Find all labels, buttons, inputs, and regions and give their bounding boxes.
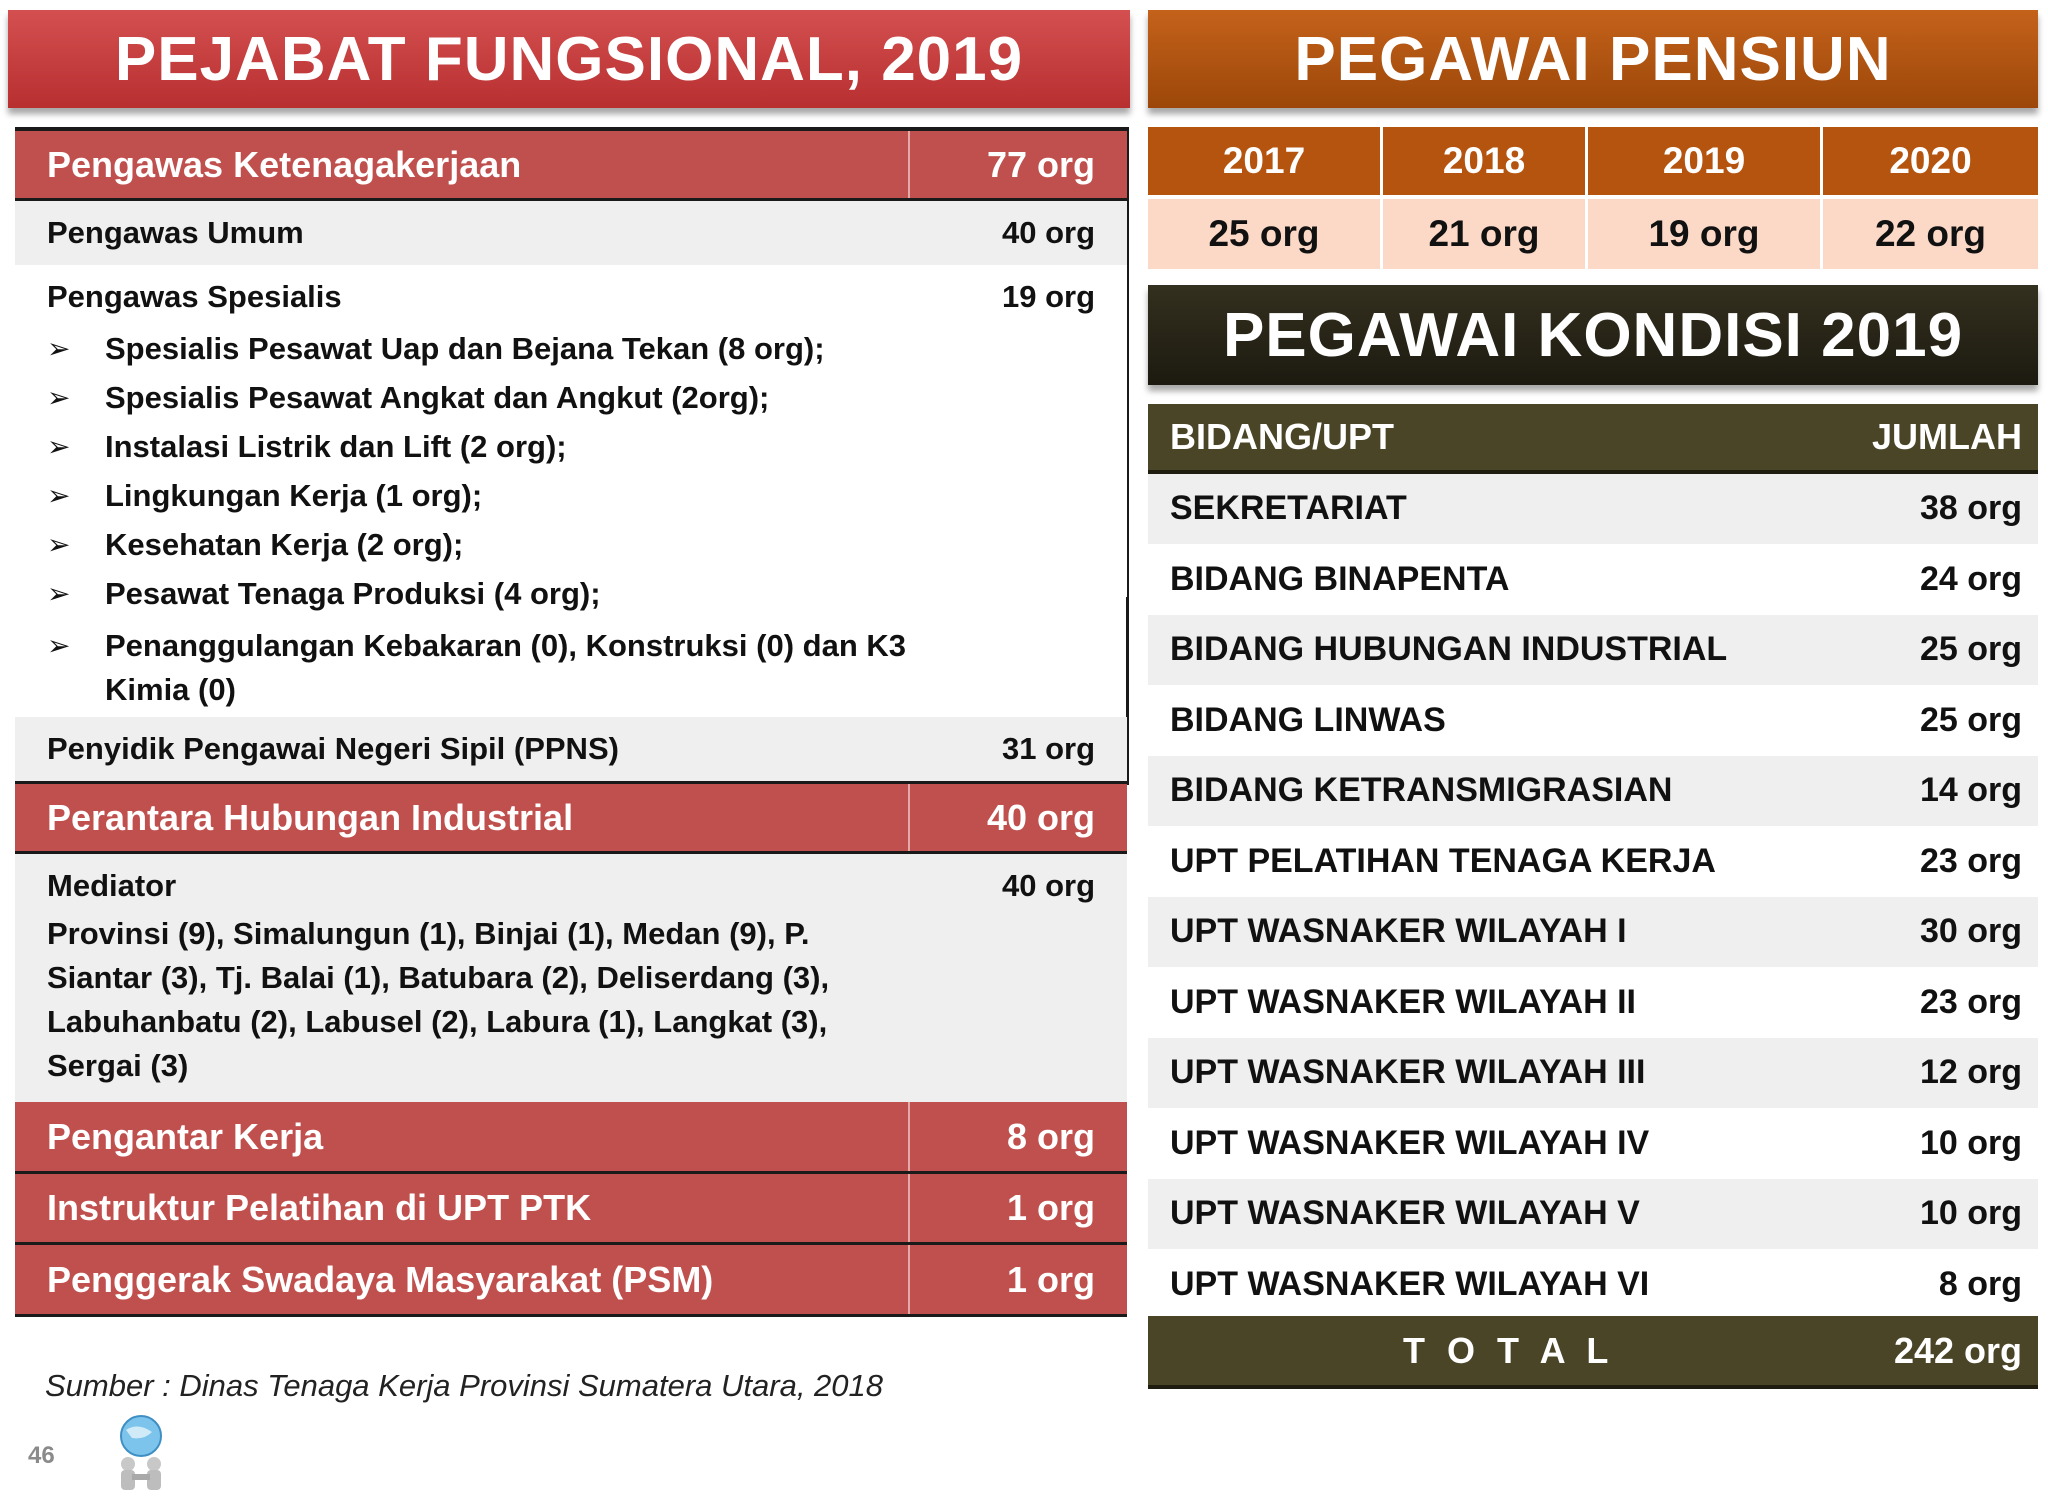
row-label: UPT WASNAKER WILAYAH II <box>1170 982 1636 1021</box>
table-row <box>1148 474 2038 544</box>
table-row <box>1148 545 2038 615</box>
row-ppns <box>15 717 1127 781</box>
row-value: 24 org <box>1919 559 2022 598</box>
column-divider <box>908 1245 910 1314</box>
kondisi-banner <box>1148 285 2038 385</box>
row-mediator <box>15 854 1127 1102</box>
row-label: BIDANG LINWAS <box>1170 700 1446 739</box>
kondisi-total-row <box>1148 1316 2038 1389</box>
row-label: UPT WASNAKER WILAYAH I <box>1170 912 1627 951</box>
row-value: 19 org <box>1001 279 1095 314</box>
pensiun-table <box>1148 127 2038 269</box>
arrow-bullet-icon: ➢ <box>47 333 71 364</box>
row-value: 31 org <box>1001 731 1095 766</box>
left-banner-title: PEJABAT FUNGSIONAL, 2019 <box>114 24 1024 94</box>
source-note: Sumber : Dinas Tenaga Kerja Provinsi Sumatera Utara, 2018 <box>45 1368 884 1403</box>
arrow-bullet-icon: ➢ <box>47 630 71 661</box>
column-divider <box>908 784 910 851</box>
detail-line: Labuhanbatu (2), Labusel (2), Labura (1), Langkat (3), <box>47 1004 828 1039</box>
table-row <box>1148 1179 2038 1249</box>
row-label: BIDANG BINAPENTA <box>1170 559 1510 598</box>
row-value: 8 org <box>1006 1115 1095 1157</box>
table-row <box>1148 827 2038 897</box>
left-banner <box>8 10 1130 108</box>
row-label: UPT WASNAKER WILAYAH V <box>1170 1194 1640 1233</box>
row-pengawas-ketenagakerjaan <box>15 131 1127 201</box>
row-value: 40 org <box>1001 215 1095 250</box>
row-instruktur <box>15 1174 1127 1245</box>
row-label: Pengantar Kerja <box>47 1115 324 1157</box>
row-value: 23 org <box>1919 841 2022 880</box>
row-value: 10 org <box>1919 1194 2022 1233</box>
row-label: UPT WASNAKER WILAYAH IV <box>1170 1123 1650 1162</box>
year-header: 2020 <box>1823 127 2038 195</box>
page-number: 46 <box>28 1442 55 1469</box>
year-header: 2018 <box>1383 127 1585 195</box>
column-divider <box>908 1102 910 1171</box>
row-value: 23 org <box>1919 982 2022 1021</box>
row-label: Perantara Hubungan Industrial <box>47 796 574 838</box>
total-label: T O T A L <box>1403 1329 1615 1371</box>
list-item: ➢ Lingkungan Kerja (1 org); <box>47 478 483 513</box>
row-label: Instruktur Pelatihan di UPT PTK <box>47 1187 592 1228</box>
pensiun-banner-title: PEGAWAI PENSIUN <box>1294 24 1892 94</box>
table-row <box>1148 897 2038 967</box>
row-value: 77 org <box>986 143 1095 185</box>
year-value: 19 org <box>1588 199 1820 269</box>
row-value: 38 org <box>1919 489 2022 528</box>
table-row <box>1148 1250 2038 1320</box>
row-label: UPT WASNAKER WILAYAH VI <box>1170 1264 1650 1303</box>
row-label: Pengawas Spesialis <box>47 279 342 314</box>
row-value: 40 org <box>1001 868 1095 903</box>
detail-line: Siantar (3), Tj. Balai (1), Batubara (2), Deliserdang (3), <box>47 960 830 995</box>
arrow-bullet-icon: ➢ <box>47 578 71 609</box>
row-label: BIDANG HUBUNGAN INDUSTRIAL <box>1170 630 1728 669</box>
arrow-bullet-icon: ➢ <box>47 431 71 462</box>
year-header: 2019 <box>1588 127 1820 195</box>
year-value: 22 org <box>1823 199 2038 269</box>
row-pengantar-kerja <box>15 1102 1127 1174</box>
row-label: Pengawas Ketenagakerjaan <box>47 143 522 185</box>
row-label: Penyidik Pengawai Negeri Sipil (PPNS) <box>47 731 619 766</box>
list-item: ➢ Spesialis Pesawat Uap dan Bejana Tekan (8 org); <box>47 331 825 366</box>
header-value: JUMLAH <box>1872 416 2022 457</box>
row-value: 12 org <box>1919 1053 2022 1092</box>
total-value: 242 org <box>1893 1329 2022 1371</box>
table-row <box>1148 1109 2038 1179</box>
year-header: 2017 <box>1148 127 1380 195</box>
table-row <box>1148 615 2038 685</box>
arrow-bullet-icon: ➢ <box>47 529 71 560</box>
row-value: 25 org <box>1919 630 2022 669</box>
row-label: Pengawas Umum <box>47 215 304 250</box>
row-label: Mediator <box>47 868 177 903</box>
column-divider <box>908 131 910 198</box>
spesialis-bullet-list <box>47 330 925 714</box>
row-value: 1 org <box>1006 1187 1095 1228</box>
kondisi-banner-title: PEGAWAI KONDISI 2019 <box>1222 300 1964 370</box>
row-value: 14 org <box>1919 771 2022 810</box>
list-item: ➢ Instalasi Listrik dan Lift (2 org); <box>47 429 567 464</box>
row-perantara <box>15 781 1127 854</box>
row-value: 8 org <box>1938 1264 2022 1303</box>
row-value: 1 org <box>1006 1258 1095 1300</box>
globe-logo-icon <box>108 1412 174 1496</box>
row-value: 30 org <box>1919 912 2022 951</box>
row-pengawas-umum <box>15 201 1127 265</box>
kondisi-header-row <box>1148 404 2038 474</box>
table-row <box>1148 756 2038 826</box>
detail-line: Provinsi (9), Simalungun (1), Binjai (1), Medan (9), P. <box>47 916 810 951</box>
list-item: ➢ Kesehatan Kerja (2 org); <box>47 527 464 562</box>
list-item: ➢ Pesawat Tenaga Produksi (4 org); <box>47 576 601 611</box>
row-value: 25 org <box>1919 700 2022 739</box>
pensiun-banner <box>1148 10 2038 108</box>
row-label: BIDANG KETRANSMIGRASIAN <box>1170 771 1673 810</box>
year-value: 25 org <box>1148 199 1380 269</box>
row-label: SEKRETARIAT <box>1170 489 1407 528</box>
row-value: 40 org <box>986 796 1095 838</box>
detail-line: Sergai (3) <box>47 1048 189 1083</box>
row-value: 10 org <box>1919 1123 2022 1162</box>
year-value: 21 org <box>1383 199 1585 269</box>
table-row <box>1148 686 2038 756</box>
list-item: ➢ Penanggulangan Kebakaran (0), Konstruksi (0) dan K3 Kimia (0) <box>47 624 925 714</box>
list-item: ➢ Spesialis Pesawat Angkat dan Angkut (2org); <box>47 380 770 415</box>
row-label: UPT WASNAKER WILAYAH III <box>1170 1053 1646 1092</box>
table-row <box>1148 1038 2038 1108</box>
arrow-bullet-icon: ➢ <box>47 382 71 413</box>
header-label: BIDANG/UPT <box>1170 416 1394 457</box>
arrow-bullet-icon: ➢ <box>47 480 71 511</box>
mediator-detail <box>47 912 829 1088</box>
row-psm <box>15 1245 1127 1317</box>
column-divider <box>908 1174 910 1242</box>
table-row <box>1148 968 2038 1038</box>
row-label: Penggerak Swadaya Masyarakat (PSM) <box>47 1258 714 1300</box>
row-label: UPT PELATIHAN TENAGA KERJA <box>1170 841 1716 880</box>
